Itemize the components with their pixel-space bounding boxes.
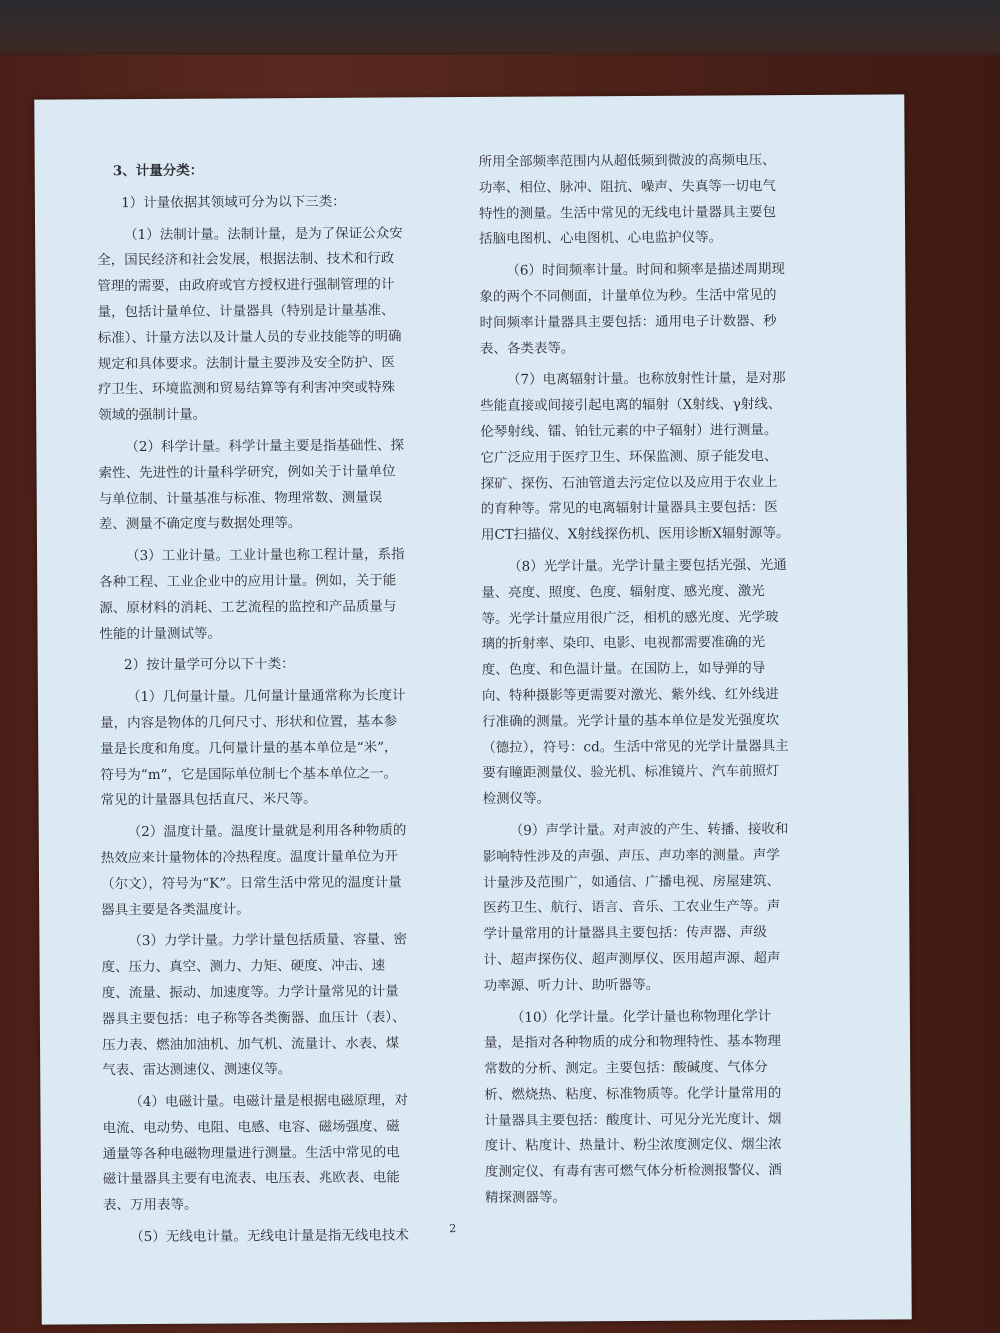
- ionizing-radiation-metrology-paragraph: （7）电离辐射计量。也称放射性计量，是对那些能直接或间接引起电离的辐射（X射线、γ射线、伦琴射线、镭、铂钍元素的中子辐射）进行测量。它广泛应用于医疗卫生、环保监测、原子能发电、探矿、探伤、石油管道去污定位以及应用于农业上的育种等。常见的电离辐射计量器具主要包括：医用CT扫描仪、X射线探伤机、医用诊断X辐射源等。: [480, 370, 790, 544]
- document-page: [34, 94, 911, 1324]
- section-heading: 3、计量分类：: [112, 162, 204, 180]
- temperature-metrology-paragraph: （2）温度计量。温度计量就是利用各种物质的热效应来计量物体的冷热程度。温度计量单位为开（尔文），符号为“K”。日常生活中常见的温度计量器具主要是各类温度计。: [100, 822, 407, 918]
- radio-metrology-paragraph-start: （5）无线电计量。无线电计量是指无线电技术: [130, 1227, 409, 1246]
- industrial-metrology-paragraph: （3）工业计量。工业计量也称工程计量，系指各种工程、工业企业中的应用计量。例如，关于能源、原材料的消耗、工艺流程的监控和产品质量与性能的计量测试等。: [99, 546, 405, 642]
- left-text-column: [97, 157, 414, 1257]
- chemical-metrology-paragraph: （10）化学计量。化学计量也称物理化学计量，是指对各种物质的成分和物理特性、基本物理常数的分析、测定。主要包括：酸碱度、气体分析、燃烧热、粘度、标准物质等。化学计量常用的计量器具主要包括：酸度计、可见分光光度计、烟度计、粘度计、热量计、粉尘浓度测定仪、烟尘浓度测定仪、有毒有害可燃气体分析检测报警仪、酒精探测器等。: [483, 1007, 782, 1207]
- mechanical-metrology-paragraph: （3）力学计量。力学计量包括质量、容量、密度、压力、真空、测力、力矩、硬度、冲击、速度、流量、振动、加速度等。力学计量常见的计量器具主要包括：电子称等各类衡器、血压计（表）、压力表、燃油加油机、加气机、流量计、水表、煤气表、雷达测速仪、测速仪等。: [101, 931, 408, 1079]
- acoustic-metrology-paragraph: （9）声学计量。对声波的产生、转播、接收和影响特性涉及的声强、声压、声功率的测量。声学计量涉及范围广，如通信、广播电视、房屋建筑、医药卫生、航行、语言、音乐、工农业生产等。声学计量常用的计量器具主要包括：传声器、声级计、超声探伤仪、超声测厚仪、医用超声源、超声功率源、听力计、助听器等。: [482, 820, 789, 994]
- legal-metrology-paragraph: （1）法制计量。法制计量，是为了保证公众安全，国民经济和社会发展，根据法制、技术和行政管理的需要，由政府或官方授权进行强制管理的计量，包括计量单位、计量器具（特别是计量基准、标准）、计量方法以及计量人员的专业技能等的明确规定和具体要求。法制计量主要涉及安全防护、医疗卫生、环境监测和贸易结算等有利害冲突或特殊领域的强制计量。: [97, 225, 403, 424]
- optical-metrology-paragraph: （8）光学计量。光学计量主要包括光强、光通量、亮度、照度、色度、辐射度、感光度、激光等。光学计量应用很广泛，相机的感光度、光学玻璃的折射率、染印、电影、电视都需要准确的光度、色度、和色温计量。在国防上，如导弹的导向、特种摄影等更需要对激光、紫外线、红外线进行准确的测量。光学计量的基本单位是发光强度坎（德拉），符号：cd。生活中常见的光学计量器具主要有瞳距测量仪、验光机、标准镜片、汽车前照灯检测仪等。: [481, 557, 789, 808]
- geometric-metrology-paragraph: （1）几何量计量。几何量计量通常称为长度计量，内容是物体的几何尺寸、形状和位置，基本参量是长度和角度。几何量计量的基本单位是“米”，符号为“m”，它是国际单位制七个基本单位之一。常见的计量器具包括直尺、米尺等。: [100, 687, 406, 809]
- right-text-column: [479, 148, 796, 1218]
- by-metrology-intro: 2）按计量学可分以下十类：: [123, 656, 295, 674]
- page-number: 2: [449, 1222, 457, 1236]
- by-field-intro: 1）计量依据其领域可分为以下三类：: [121, 193, 346, 211]
- dark-top-edge: [0, 0, 1000, 60]
- electromagnetic-metrology-paragraph: （4）电磁计量。电磁计量是根据电磁原理，对电流、电动势、电阻、电感、电容、磁场强度、磁通量等各种电磁物理量进行测量。生活中常见的电磁计量器具主要有电流表、电压表、兆欧表、电能表、万用表等。: [102, 1092, 409, 1214]
- time-frequency-metrology-paragraph: （6）时间频率计量。时间和频率是描述周期现象的两个不同侧面，计量单位为秒。生活中常见的时间频率计量器具主要包括：通用电子计数器、秒表、各类表等。: [479, 261, 785, 357]
- scientific-metrology-paragraph: （2）科学计量。科学计量主要是指基础性、探索性、先进性的计量科学研究，例如关于计量单位与单位制、计量基准与标准、物理常数、测量误差、测量不确定度与数据处理等。: [98, 437, 405, 533]
- radio-metrology-paragraph-continued: 所用全部频率范围内从超低频到微波的高频电压、功率、相位、脉冲、阻抗、噪声、失真等一切电气特性的测量。生活中常见的无线电计量器具主要包括脑电图机、心电图机、心电监护仪等。: [478, 152, 777, 248]
